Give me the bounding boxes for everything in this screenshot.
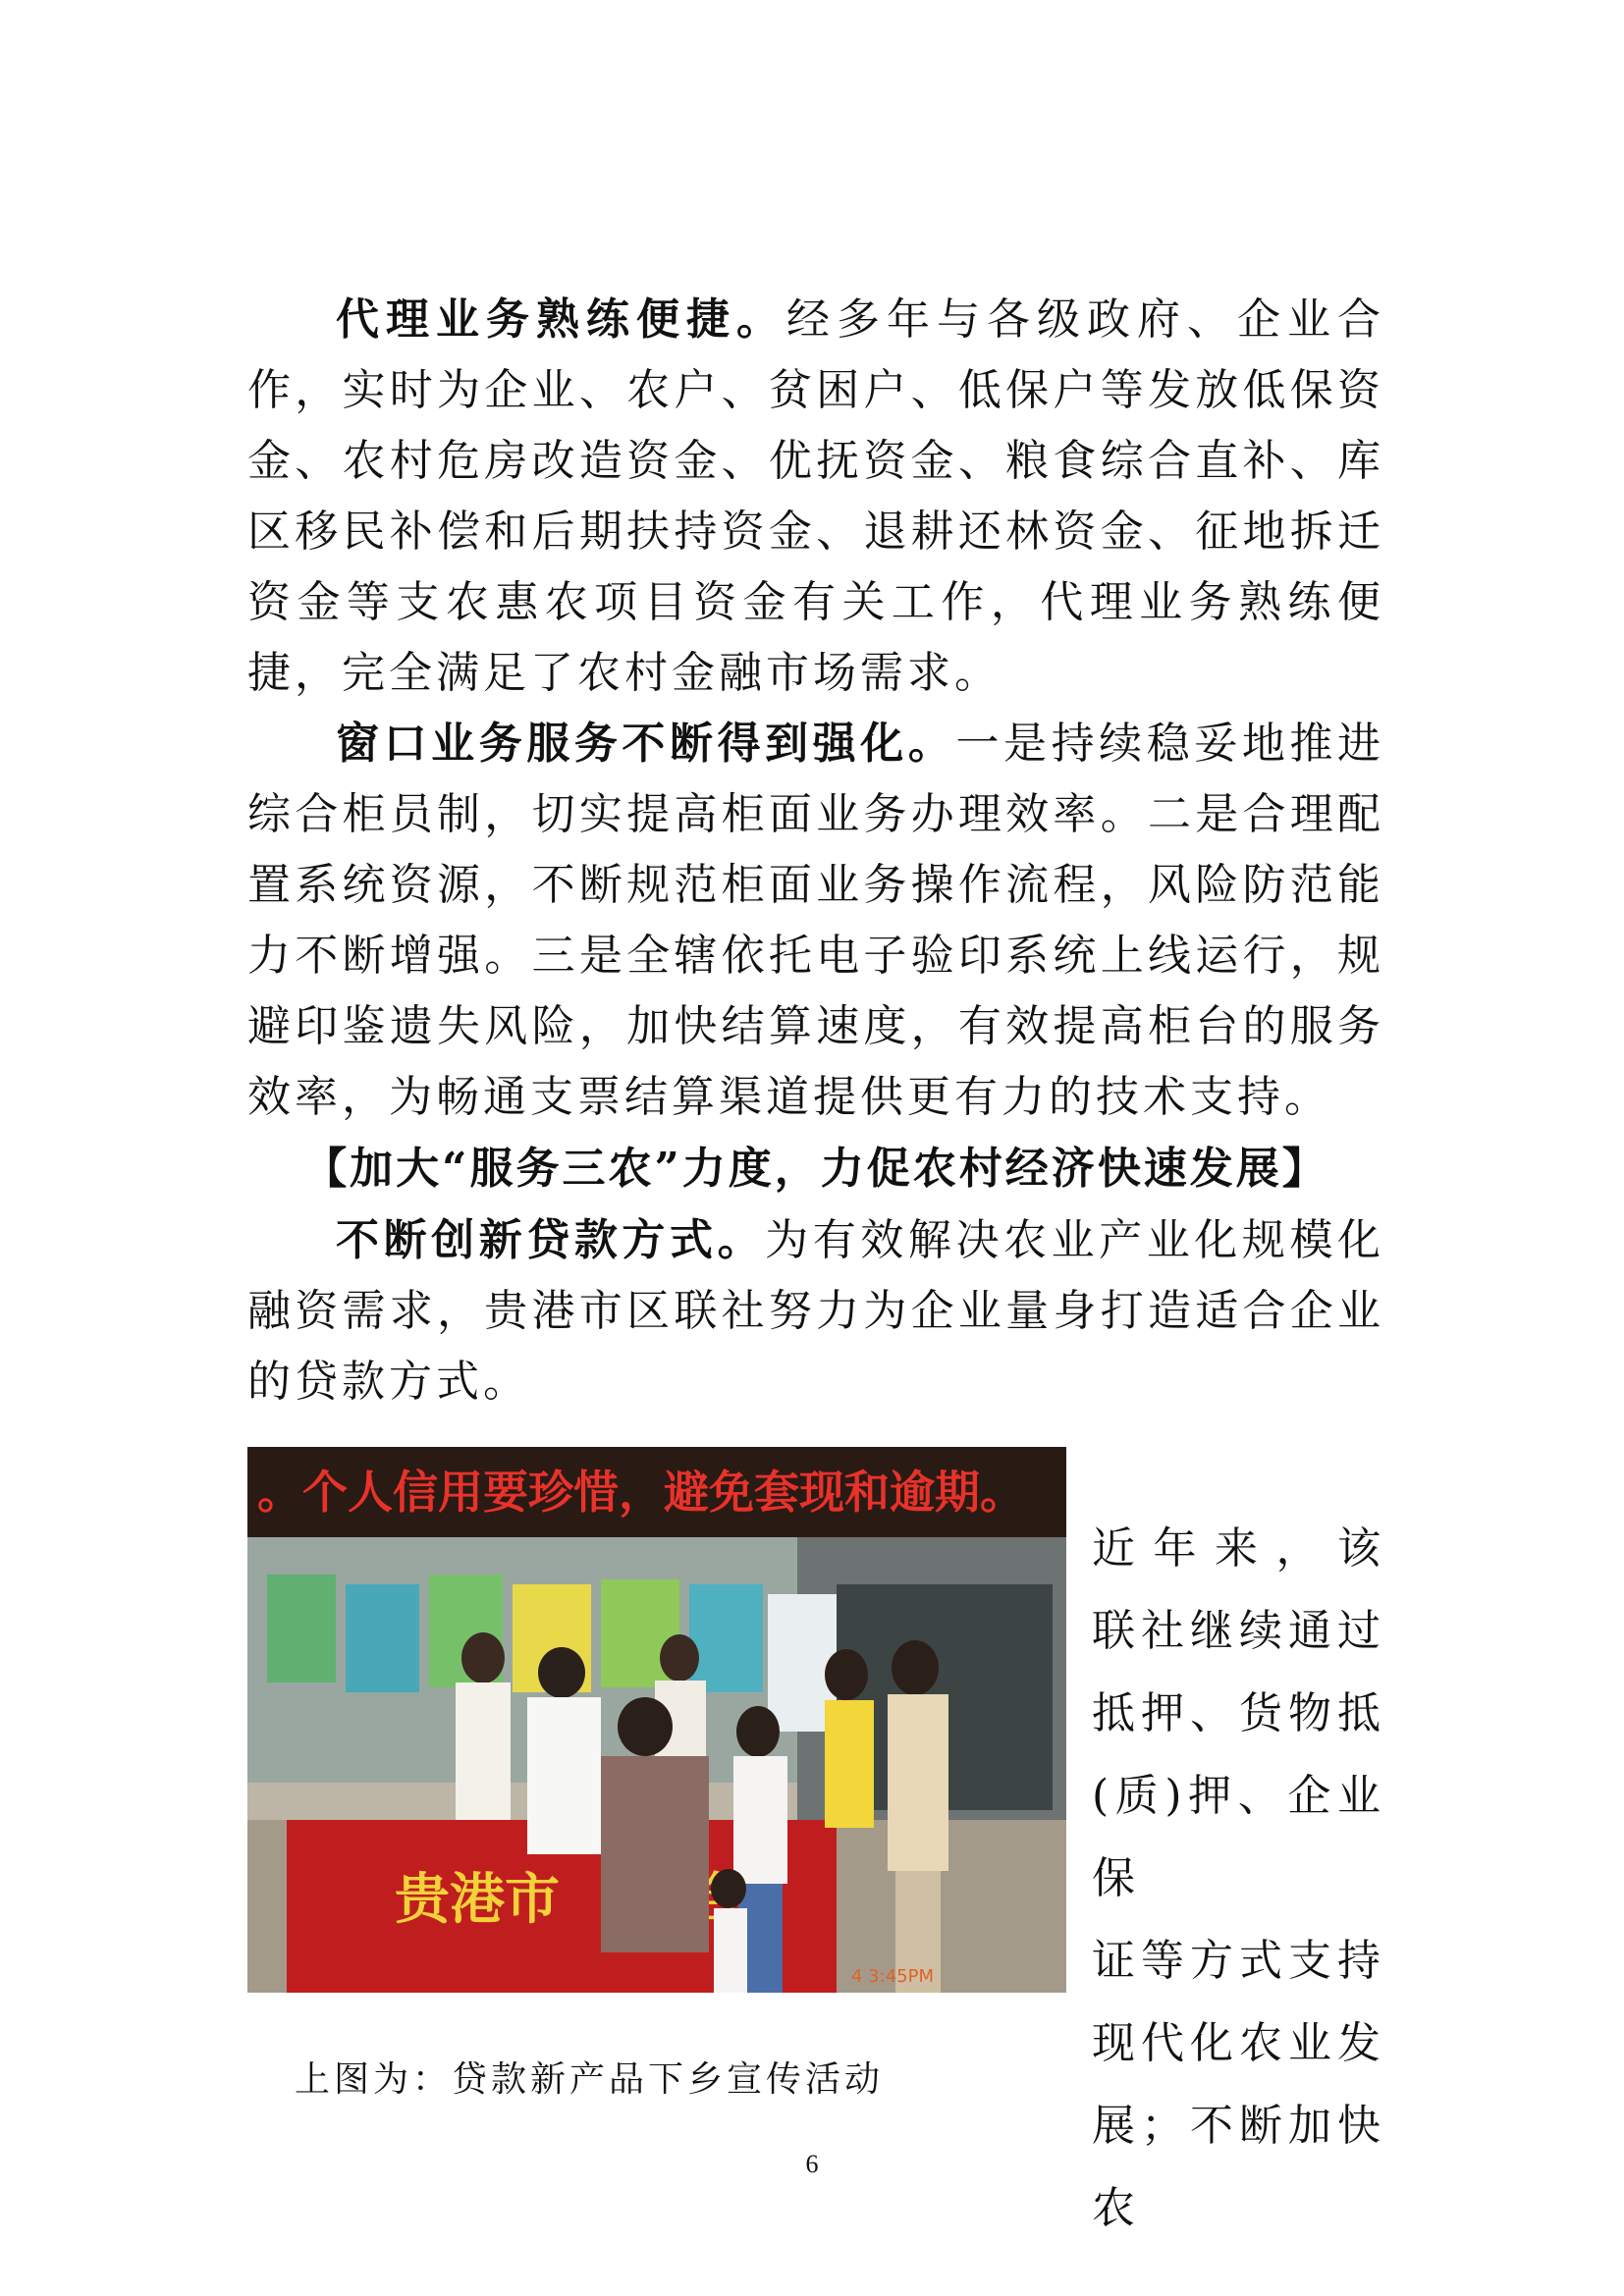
- led-sign-text: 。个人信用要珍惜，避免套现和逾期。: [257, 1466, 1025, 1519]
- side-text-line: (质)押、企业保: [1092, 1771, 1384, 1903]
- paragraph-lead: 不断创新贷款方式。: [336, 1215, 766, 1265]
- side-text-line: 证等方式支持: [1092, 1936, 1384, 1986]
- paragraph-lead: 窗口业务服务不断得到强化。: [336, 719, 956, 769]
- paragraph-body: 经多年与各级政府、企业合作，实时为企业、农户、贫困户、低保户等发放低保资金、农村危房改造资金、优抚资金、粮食综合直补、库区移民补偿和后期扶持资金、退耕还林资金、征地拆迁资金等支农惠农项目资金有关工作，代理业务熟练便捷，完全满足了农村金融市场需求。: [247, 294, 1384, 698]
- side-text-line: 现代化农业发: [1092, 2018, 1384, 2068]
- side-text-line: 近年来，该: [1092, 1523, 1384, 1574]
- paragraph-body: 一是持续稳妥地推进综合柜员制，切实提高柜面业务办理效率。二是合理配置系统资源，不断规范柜面业务操作流程，风险防范能力不断增强。三是全辖依托电子验印系统上线运行，规避印鉴遗失风险，加快结算速度，有效提高柜台的服务效率，为畅通支票结算渠道提供更有力的技术支持。: [247, 719, 1385, 1122]
- booth-banner-text: 贵港市: [395, 1868, 560, 1932]
- side-text-line: 联社继续通过: [1092, 1606, 1384, 1656]
- side-text-line: 抵押、货物抵: [1092, 1688, 1384, 1738]
- page-number: 6: [805, 2150, 819, 2178]
- photo-caption: 上图为：贷款新产品下乡宣传活动: [295, 2059, 885, 2100]
- photo-timestamp: 4 3:45PM: [851, 1966, 934, 1987]
- paragraph-window-service: [247, 709, 1384, 1133]
- paragraph-loan-innovation: [247, 1205, 1384, 1417]
- side-text-block: [1092, 1508, 1384, 2250]
- side-text-line: 展；不断加快农: [1092, 2101, 1384, 2233]
- event-photo: [247, 1447, 1066, 1993]
- paragraph-agency-business: [247, 285, 1384, 709]
- paragraph-body: 为有效解决农业产业化规模化融资需求，贵港市区联社努力为企业量身打造适合企业的贷款方式。: [247, 1215, 1385, 1407]
- paragraph-lead: 代理业务熟练便捷。: [336, 294, 786, 345]
- section-heading: 【加大“服务三农”力度，力促农村经济快速发展】: [303, 1144, 1328, 1194]
